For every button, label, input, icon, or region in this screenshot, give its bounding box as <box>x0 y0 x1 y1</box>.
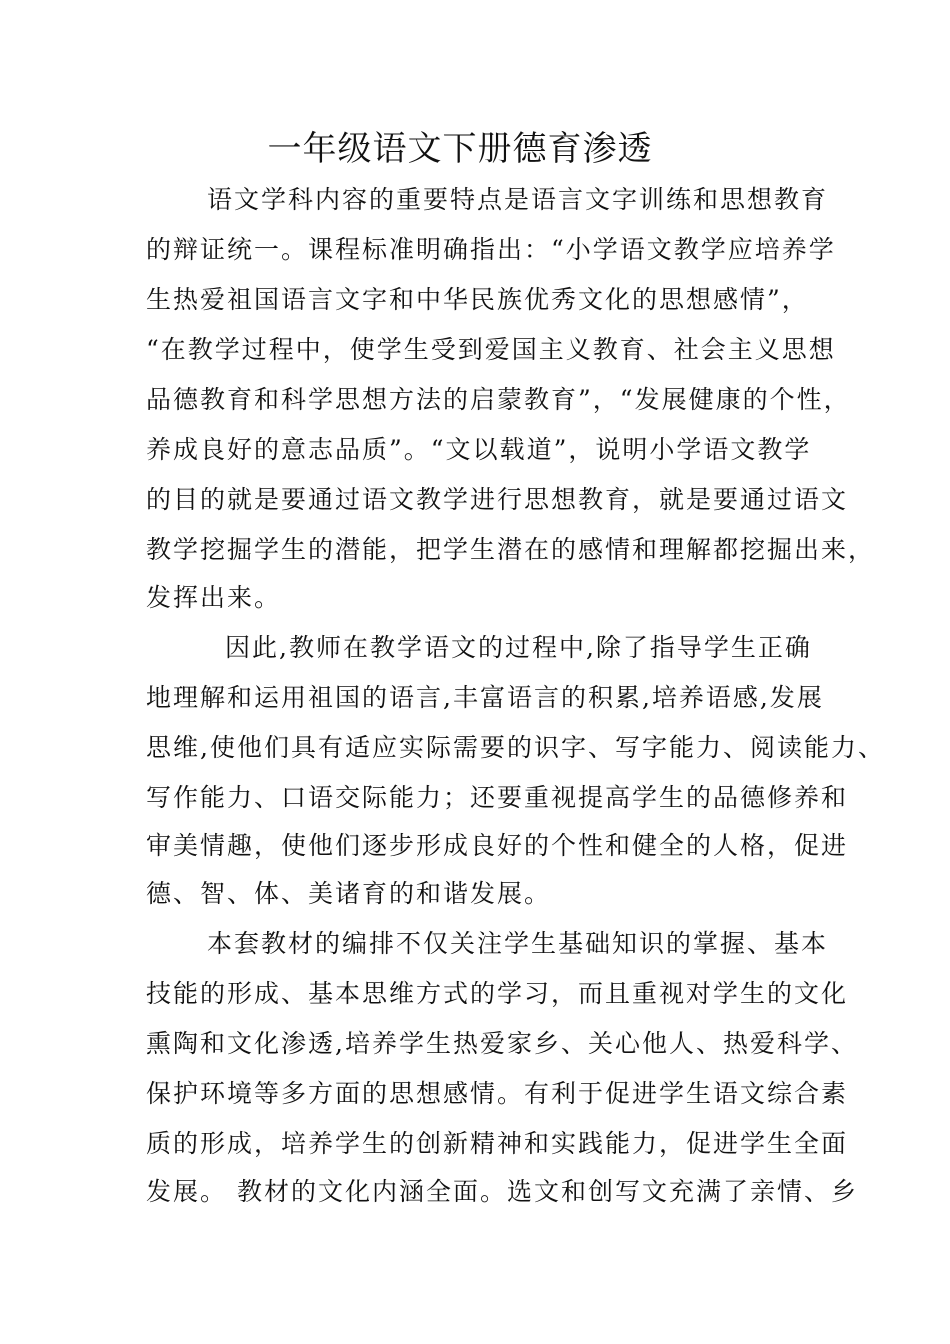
paragraph-1-line-9: 发挥出来。 <box>146 583 282 612</box>
paragraph-3-line-4: 保护环境等多方面的思想感情。有利于促进学生语文综合素 <box>146 1079 849 1108</box>
paragraph-2-line-2: 地理解和运用祖国的语言,丰富语言的积累,培养语感,发展 <box>146 683 824 712</box>
paragraph-1-line-4: “在教学过程中，使学生受到爱国主义教育、社会主义思想 <box>146 335 836 364</box>
paragraph-3-line-1: 本套教材的编排不仅关注学生基础知识的掌握、基本 <box>207 929 829 958</box>
paragraph-1-line-7: 的目的就是要通过语文教学进行思想教育，就是要通过语文 <box>146 485 849 514</box>
paragraph-2-line-6: 德、智、体、美诸育的和谐发展。 <box>146 879 552 908</box>
paragraph-2-line-1: 因此,教师在教学语文的过程中,除了指导学生正确 <box>225 633 812 662</box>
paragraph-1-line-8: 教学挖掘学生的潜能，把学生潜在的感情和理解都挖掘出来， <box>146 535 876 564</box>
paragraph-2-line-5: 审美情趣，使他们逐步形成良好的个性和健全的人格，促进 <box>146 831 849 860</box>
paragraph-3-line-2: 技能的形成、基本思维方式的学习，而且重视对学生的文化 <box>146 979 849 1008</box>
paragraph-3-line-6: 发展。 教材的文化内涵全面。选文和创写文充满了亲情、乡 <box>146 1177 858 1206</box>
paragraph-1-line-1: 语文学科内容的重要特点是语言文字训练和思想教育 <box>207 185 829 214</box>
paragraph-1-line-6: 养成良好的意志品质”。“文以载道”，说明小学语文教学 <box>146 435 812 464</box>
paragraph-3-line-3: 熏陶和文化渗透,培养学生热爱家乡、关心他人、热爱科学、 <box>146 1029 858 1058</box>
document-title: 一年级语文下册德育渗透 <box>267 129 653 169</box>
paragraph-2-line-3: 思维,使他们具有适应实际需要的识字、写字能力、阅读能力、 <box>146 733 885 762</box>
paragraph-1-line-3: 生热爱祖国语言文字和中华民族优秀文化的思想感情”， <box>146 285 809 314</box>
paragraph-2-line-4: 写作能力、口语交际能力；还要重视提高学生的品德修养和 <box>146 783 849 812</box>
paragraph-1-line-2: 的辩证统一。课程标准明确指出：“小学语文教学应培养学 <box>146 235 836 264</box>
paragraph-1-line-5: 品德教育和科学思想方法的启蒙教育”，“发展健康的个性， <box>146 385 851 414</box>
paragraph-3-line-5: 质的形成，培养学生的创新精神和实践能力，促进学生全面 <box>146 1129 849 1158</box>
